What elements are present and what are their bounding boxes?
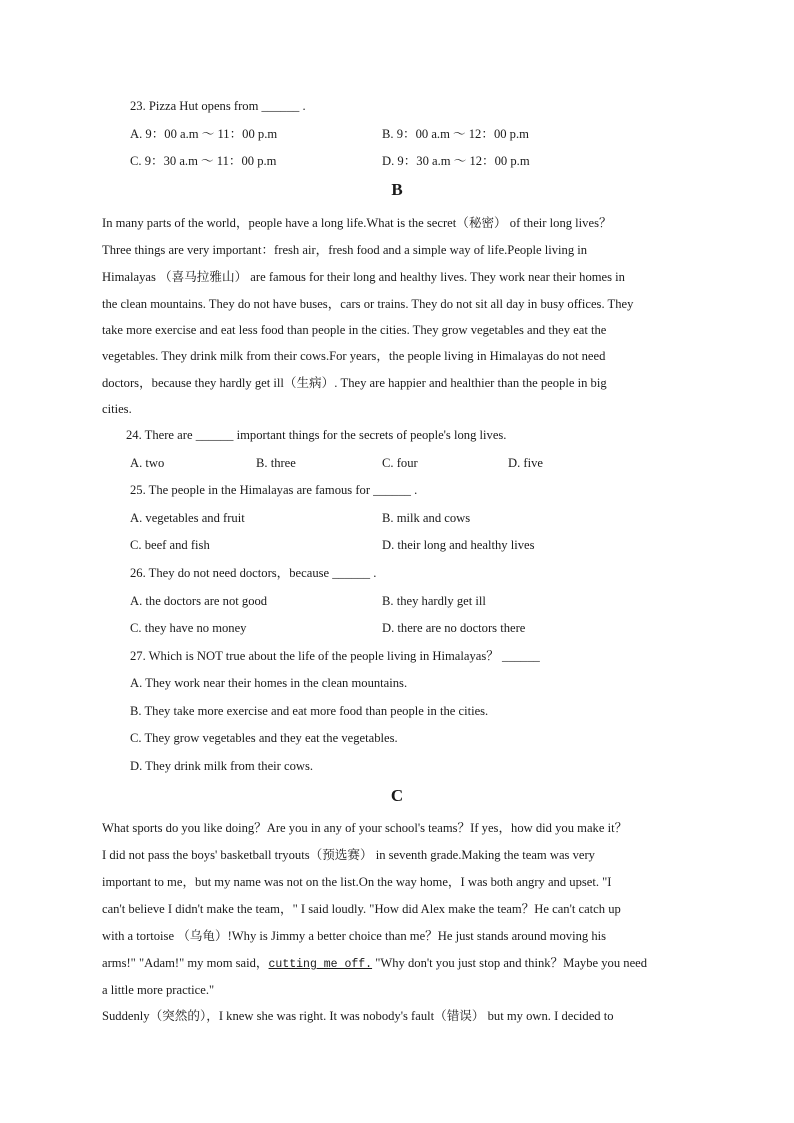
passage-b-line-8: cities. [102,402,132,416]
q25-option-c: C. beef and fish [130,538,210,552]
passage-c-line-6-start: arms!" "Adam!" my mom said， [102,956,269,970]
passage-b-line-6: vegetables. They drink milk from their cows.For years，the people living in Himalayas do not need [102,349,606,363]
q27-option-a: A. They work near their homes in the clean mountains. [130,676,408,690]
q27-option-b: B. They take more exercise and eat more food than people in the cities. [130,704,489,718]
q23-stem: 23. Pizza Hut opens from ______ . [130,99,306,113]
q25-option-b: B. milk and cows [382,511,471,525]
passage-c-line-4: can't believe I didn't make the team，" I said loudly. "How did Alex make the team？He can't catch up [102,902,621,916]
q26-stem: 26. They do not need doctors，because ______ . [130,566,377,580]
passage-b-line-4: the clean mountains. They do not have buses，cars or trains. They do not sit all day in busy offices. They [102,297,634,311]
section-b-title: B [391,180,403,199]
q25-option-a: A. vegetables and fruit [130,511,245,525]
q27-option-c: C. They grow vegetables and they eat the vegetables. [130,731,398,745]
q26-option-b: B. they hardly get ill [382,594,486,608]
q24-option-d: D. five [508,456,543,470]
q24-stem: 24. There are ______ important things for the secrets of people's long lives. [126,428,507,442]
q27-option-d: D. They drink milk from their cows. [130,759,314,773]
q25-option-d: D. their long and healthy lives [382,538,535,552]
q25-stem: 25. The people in the Himalayas are famous for ______ . [130,483,418,497]
q23-option-d: D. 9：30 a.m ～ 12：00 p.m [382,154,530,168]
passage-c-line-3: important to me，but my name was not on the list.On the way home，I was both angry and upset. "I [102,875,612,889]
q27-stem: 27. Which is NOT true about the life of the people living in Himalayas？ ______ [130,649,540,663]
passage-c-line-6 [102,955,647,973]
q23-option-b: B. 9：00 a.m ～ 12：00 p.m [382,127,529,141]
passage-c-line-5: with a tortoise （乌龟）!Why is Jimmy a better choice than me？He just stands around moving his [102,929,607,943]
q26-option-a: A. the doctors are not good [130,594,268,608]
passage-b-line-3: Himalayas （喜马拉雅山） are famous for their long and healthy lives. They work near their homes in [102,270,625,284]
q23-option-a: A. 9：00 a.m ～ 11：00 p.m [130,127,278,141]
passage-c-line-7: a little more practice." [102,983,215,997]
q24-option-c: C. four [382,456,418,470]
passage-b-line-7: doctors，because they hardly get ill（生病）. They are happier and healthier than the people in big [102,376,607,390]
passage-b-line-5: take more exercise and eat less food than people in the cities. They grow vegetables and they eat the [102,323,607,337]
passage-b-line-1: In many parts of the world，people have a long life.What is the secret（秘密） of their long lives？ [102,216,612,230]
q24-option-a: A. two [130,456,165,470]
passage-c-line-6-end: "Why don't you just stop and think？Maybe you need [372,956,648,970]
q26-option-c: C. they have no money [130,621,247,635]
passage-c-line-8: Suddenly（突然的），I knew she was right. It was nobody's fault（错误） but my own. I decided to [102,1009,614,1023]
passage-c-line-2: I did not pass the boys' basketball tryouts（预选赛） in seventh grade.Making the team was very [102,848,595,862]
q23-option-c: C. 9：30 a.m ～ 11：00 p.m [130,154,277,168]
q24-option-b: B. three [256,456,296,470]
underlined-phrase: cutting me off. [268,958,373,971]
passage-b-line-2: Three things are very important：fresh air，fresh food and a simple way of life.People living in [102,243,588,257]
q26-option-d: D. there are no doctors there [382,621,526,635]
passage-c-line-1: What sports do you like doing？Are you in any of your school's teams？If yes，how did you make it？ [102,821,628,835]
section-c-title: C [390,786,404,805]
